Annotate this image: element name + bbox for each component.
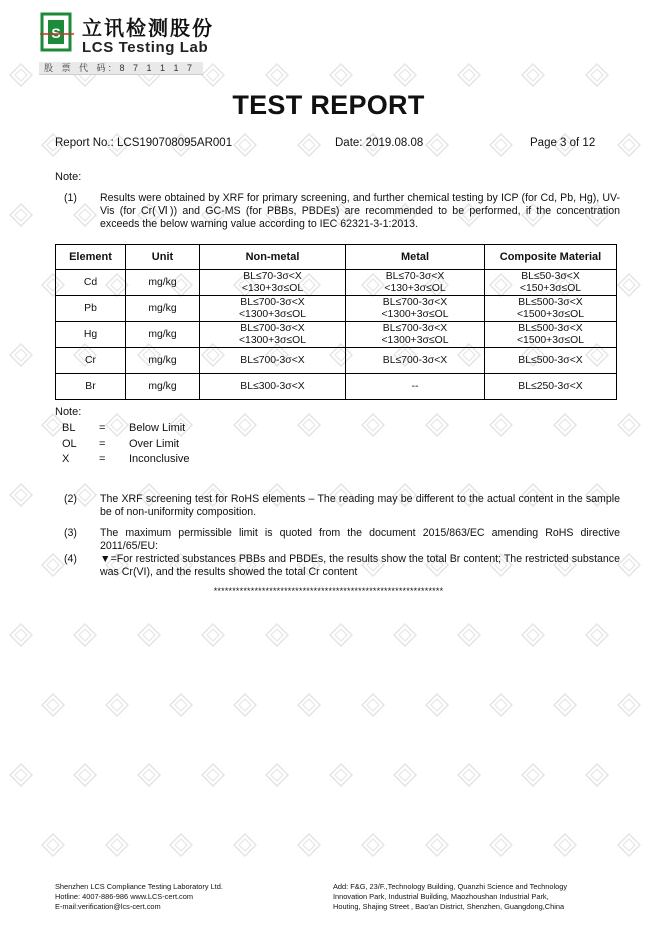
abbreviation-equals: = xyxy=(99,437,106,450)
table-cell: BL≤50-3σ<X <150+3σ≤OL xyxy=(485,270,617,296)
note-1-number: (1) xyxy=(64,192,77,204)
watermark-icon xyxy=(296,132,322,158)
watermark-icon xyxy=(72,622,98,648)
abbreviation-key: BL xyxy=(62,422,76,434)
watermark-icon xyxy=(40,832,66,858)
watermark-icon xyxy=(136,762,162,788)
svg-text:S: S xyxy=(51,25,61,41)
watermark-icon xyxy=(392,62,418,88)
note-4-number: (4) xyxy=(64,553,77,565)
table-cell: Cd xyxy=(56,270,126,296)
abbreviation-value: Over Limit xyxy=(129,437,180,450)
note-2-label: Note: xyxy=(55,406,82,418)
watermark-icon xyxy=(328,622,354,648)
watermark-icon xyxy=(520,622,546,648)
watermark-icon xyxy=(8,342,34,368)
watermark-icon xyxy=(360,832,386,858)
table-cell: mg/kg xyxy=(126,374,200,400)
watermark-icon xyxy=(40,692,66,718)
watermark-icon xyxy=(104,692,130,718)
table-cell: BL≤700-3σ<X <1300+3σ≤OL xyxy=(346,322,485,348)
table-cell: BL≤700-3σ<X xyxy=(200,348,346,374)
abbreviation-key: OL xyxy=(62,437,77,450)
note-2-number: (2) xyxy=(64,493,77,505)
table-cell: Cr xyxy=(56,348,126,374)
watermark-icon xyxy=(488,832,514,858)
watermark-icon xyxy=(168,692,194,718)
table-cell: -- xyxy=(346,374,485,400)
watermark-icon xyxy=(328,762,354,788)
watermark-icon xyxy=(296,832,322,858)
footer-hotline: Hotline: 4007-886-986 www.LCS-cert.com xyxy=(55,892,194,901)
header-element: Element xyxy=(56,245,126,270)
watermark-icon xyxy=(488,412,514,438)
header-non-metal: Non-metal xyxy=(200,245,346,270)
table-cell: mg/kg xyxy=(126,270,200,296)
watermark-icon xyxy=(456,762,482,788)
report-number: Report No.: LCS190708095AR001 xyxy=(55,137,233,149)
watermark-icon xyxy=(552,412,578,438)
watermark-icon xyxy=(40,552,66,578)
watermark-icon xyxy=(488,132,514,158)
watermark-icon xyxy=(584,622,610,648)
table-cell: BL≤70-3σ<X <130+3σ≤OL xyxy=(346,270,485,296)
watermark-icon xyxy=(616,272,642,298)
watermark-icon xyxy=(200,62,226,88)
table-row xyxy=(56,374,617,400)
stock-code: 股 票 代 码: 8 7 1 1 1 7 xyxy=(39,62,203,75)
report-date: Date: 2019.08.08 xyxy=(335,137,424,149)
watermark-icon xyxy=(200,622,226,648)
company-logo xyxy=(40,12,74,52)
abbreviation-value: Below Limit xyxy=(129,422,186,434)
abbreviation-value: Inconclusive xyxy=(129,453,190,465)
watermark-icon xyxy=(168,832,194,858)
header-composite-material: Composite Material xyxy=(485,245,617,270)
table-cell: BL≤500-3σ<X <1500+3σ≤OL xyxy=(485,296,617,322)
abbreviation-equals: = xyxy=(99,453,106,465)
watermark-icon xyxy=(72,762,98,788)
watermark-icon xyxy=(8,482,34,508)
watermark-icon xyxy=(200,762,226,788)
watermark-icon xyxy=(8,202,34,228)
table-row xyxy=(56,270,617,296)
table-cell: Pb xyxy=(56,296,126,322)
footer-address-line-3: Houting, Shajing Street , Bao'an District, Shenzhen, Guangdong,China xyxy=(333,902,565,911)
table-row xyxy=(56,348,617,374)
watermark-icon xyxy=(584,62,610,88)
header-metal: Metal xyxy=(346,245,485,270)
end-separator: ************************************************************** xyxy=(213,586,444,596)
table-row xyxy=(56,296,617,322)
watermark-icon xyxy=(424,412,450,438)
watermark-icon xyxy=(8,762,34,788)
table-row xyxy=(56,322,617,348)
table-cell: BL≤70-3σ<X <130+3σ≤OL xyxy=(200,270,346,296)
document-title: TEST REPORT xyxy=(232,90,425,120)
table-cell: mg/kg xyxy=(126,348,200,374)
table-cell: Br xyxy=(56,374,126,400)
abbreviation-equals: = xyxy=(99,422,106,434)
table-cell: BL≤700-3σ<X <1300+3σ≤OL xyxy=(200,296,346,322)
table-cell: BL≤700-3σ<X xyxy=(346,348,485,374)
note-1-text: Results were obtained by XRF for primary screening, and further chemical testing by ICP (for Cd, Pb, Hg), UV-Vis (for Cr(Ⅵ)) and GC-MS (for PBBs, PBDEs) are recommended to be performed, if the concentration exceeds the below warning value according to IEC 62321-3-1:2013. xyxy=(100,192,620,230)
watermark-icon xyxy=(104,412,130,438)
watermark-icon xyxy=(584,762,610,788)
watermark-icon xyxy=(456,62,482,88)
watermark-icon xyxy=(616,132,642,158)
watermark-icon xyxy=(392,762,418,788)
watermark-icon xyxy=(136,622,162,648)
watermark-icon xyxy=(520,762,546,788)
note-3-number: (3) xyxy=(64,527,77,539)
note-label: Note: xyxy=(55,171,82,183)
header-unit: Unit xyxy=(126,245,200,270)
watermark-icon xyxy=(8,622,34,648)
table-cell: Hg xyxy=(56,322,126,348)
watermark-icon xyxy=(232,692,258,718)
table-cell: BL≤700-3σ<X <1300+3σ≤OL xyxy=(346,296,485,322)
table-cell: BL≤250-3σ<X xyxy=(485,374,617,400)
watermark-icon xyxy=(104,832,130,858)
table-cell: mg/kg xyxy=(126,322,200,348)
watermark-icon xyxy=(232,412,258,438)
watermark-icon xyxy=(424,832,450,858)
table-header-row xyxy=(56,245,617,270)
note-2-text: The XRF screening test for RoHS elements – The reading may be different to the actual content in the sample be of non-uniformity composition. xyxy=(100,493,620,518)
watermark-icon xyxy=(264,762,290,788)
table-cell: BL≤500-3σ<X <1500+3σ≤OL xyxy=(485,322,617,348)
footer-address xyxy=(333,882,623,912)
footer-contact xyxy=(55,882,223,912)
watermark-icon xyxy=(264,62,290,88)
watermark-icon xyxy=(8,62,34,88)
company-name-en: LCS Testing Lab xyxy=(82,39,209,56)
limits-table xyxy=(55,244,617,400)
watermark-icon xyxy=(488,692,514,718)
watermark-icon xyxy=(456,622,482,648)
watermark-icon xyxy=(296,692,322,718)
watermark-icon xyxy=(360,692,386,718)
footer-company: Shenzhen LCS Compliance Testing Laboratory Ltd. xyxy=(55,882,223,891)
table-cell: BL≤500-3σ<X xyxy=(485,348,617,374)
table-cell: BL≤700-3σ<X <1300+3σ≤OL xyxy=(200,322,346,348)
watermark-icon xyxy=(424,132,450,158)
watermark-icon xyxy=(72,202,98,228)
abbreviation-key: X xyxy=(62,453,70,465)
watermark-icon xyxy=(296,412,322,438)
footer-address-line-2: Innovation Park, Industrial Building, Maozhoushan Industrial Park, xyxy=(333,892,549,901)
watermark-icon xyxy=(520,62,546,88)
footer-email: E-mail:verification@lcs-cert.com xyxy=(55,902,161,911)
table-cell: BL≤300-3σ<X xyxy=(200,374,346,400)
watermark-icon xyxy=(616,832,642,858)
note-4-text: ▼=For restricted substances PBBs and PBDEs, the results show the total Br content; The restricted substance was Cr(VI), and the results showed the total Cr content xyxy=(100,553,620,578)
watermark-icon xyxy=(232,132,258,158)
watermark-icon xyxy=(616,692,642,718)
table-cell: mg/kg xyxy=(126,296,200,322)
page-number: Page 3 of 12 xyxy=(530,137,596,149)
note-3-text: The maximum permissible limit is quoted from the document 2015/863/EC amending RoHS directive 2011/65/EU: xyxy=(100,527,620,552)
watermark-icon xyxy=(232,832,258,858)
watermark-icon xyxy=(264,622,290,648)
watermark-icon xyxy=(392,622,418,648)
watermark-icon xyxy=(552,832,578,858)
watermark-icon xyxy=(616,412,642,438)
watermark-icon xyxy=(552,692,578,718)
company-name-cn: 立讯检测股份 xyxy=(82,18,214,40)
watermark-icon xyxy=(424,692,450,718)
footer-address-line-1: Add: F&G, 23/F.,Technology Building, Quanzhi Science and Technology xyxy=(333,882,568,891)
watermark-icon xyxy=(360,412,386,438)
watermark-icon xyxy=(328,62,354,88)
